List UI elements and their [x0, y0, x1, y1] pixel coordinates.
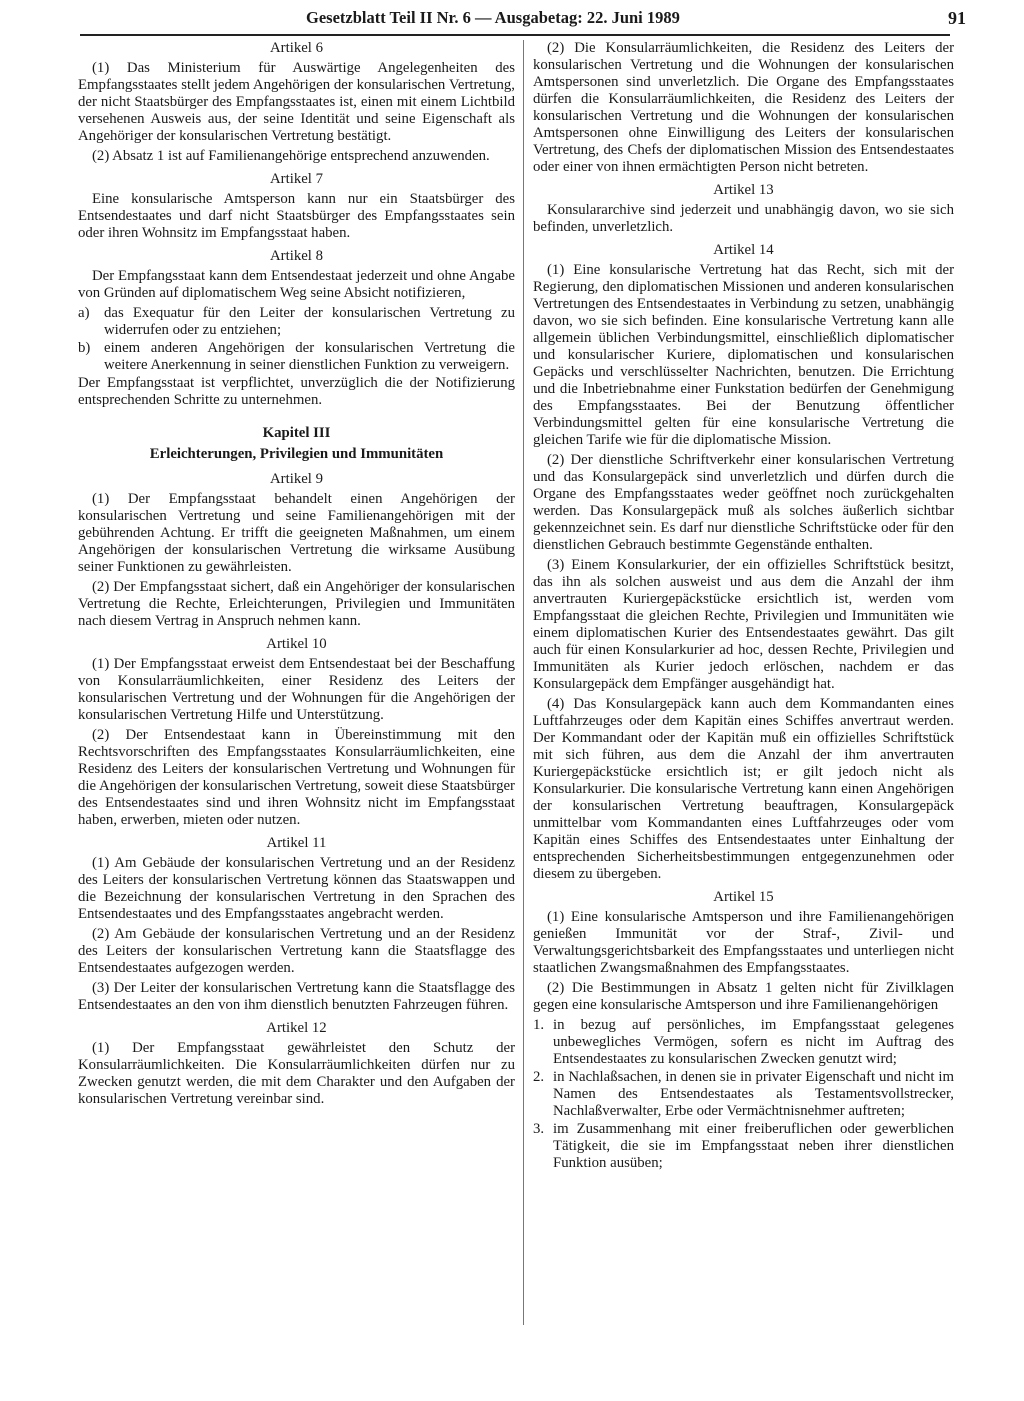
article-11-paragraph-3: (3) Der Leiter der konsularischen Vertretung kann die Staatsflagge des Entsendestaates an den von ihm dienstlich benutzten Fahrzeugen führen.: [78, 980, 515, 1013]
article-9-paragraph-1: (1) Der Empfangsstaat behandelt einen Angehörigen der konsularischen Vertretung und seine Familienangehörigen mit der gebührenden Achtung. Er trifft die geeigneten Maßnahmen, um einem Angehörigen der konsularischen Vertretung die wirksame Ausübung seiner Funktionen zu gewährleisten.: [78, 491, 515, 575]
article-14-heading: Artikel 14: [713, 242, 774, 258]
article-10-paragraph-2: (2) Der Entsendestaat kann in Übereinstimmung mit den Rechtsvorschriften des Empfangsstaates Konsularräumlichkeiten, eine Residenz des Leiters der konsularischen Vertretung und Wohnungen für die Angehörigen der konsularischen Vertretung, soweit diese Staatsbürger des Entsendestaates sind und ihren Wohnsitz nicht im Empfangsstaat haben, erwerben, mieten oder nutzen.: [78, 727, 515, 828]
list-item-text: in Nachlaßsachen, in denen sie in privater Eigenschaft und nicht im Namen des Entsendestaates als Testamentsvollstrecker, Nachlaßverwalter, Erbe oder Vermächtnisnehmer auftreten;: [553, 1069, 954, 1119]
article-12-heading: Artikel 12: [266, 1020, 327, 1036]
article-7-heading: Artikel 7: [269, 171, 323, 187]
list-item-text: das Exequatur für den Leiter der konsularischen Vertretung zu widerrufen oder zu entziehen;: [104, 305, 515, 338]
chapter-title: Kapitel III: [262, 425, 331, 441]
header-rule: [80, 34, 950, 36]
page-number: 91: [948, 8, 966, 28]
article-6-heading: Artikel 6: [269, 40, 323, 56]
list-item: [533, 1121, 954, 1172]
list-item-label: 1.: [533, 1017, 545, 1033]
article-11-paragraph-2: (2) Am Gebäude der konsularischen Vertretung und an der Residenz des Leiters der konsularischen Vertretung kann die Staatsflagge des Entsendestaates aufgezogen werden.: [78, 926, 515, 976]
list-item: [533, 1069, 954, 1120]
list-item: [78, 340, 515, 374]
list-item-text: einem anderen Angehörigen der konsularischen Vertretung die weitere Anerkennung in seiner dienstlichen Funktion zu verweigern.: [104, 340, 515, 373]
chapter-subtitle: Erleichterungen, Privilegien und Immunitäten: [149, 446, 444, 462]
column-divider: [523, 40, 524, 1325]
article-14-paragraph-3: (3) Einem Konsularkurier, der ein offizielles Schriftstück besitzt, das ihn als solchen ausweist und aus dem die Anzahl der ihm anvertrauten Kuriergepäckstücke ersichtlich ist, werden vom Empfangsstaat die gleichen Rechte, Privilegien und Immunitäten wie einem diplomatischen Kurier des Entsendestaates gewährt. Das gilt auch für einen Konsularkurier ad hoc, dessen Rechte, Privilegien und Immunitäten als Kurier jedoch erlöschen, nachdem er das Konsulargepäck dem Empfänger ausgehändigt hat.: [533, 557, 954, 692]
article-14-paragraph-2: (2) Der dienstliche Schriftverkehr einer konsularischen Vertretung und das Konsulargepäck sind unverletzlich und dürfen durch die Organe des Empfangsstaates weder geöffnet noch zurückgehalten werden. Das Konsulargepäck muß als solches äußerlich sichtbar gekennzeichnet sein. Es darf nur dienstliche Schriftstücke oder für den dienstlichen Gebrauch bestimmte Gegenstände enthalten.: [533, 452, 954, 553]
article-8-heading: Artikel 8: [269, 248, 323, 264]
right-column: [533, 40, 954, 1173]
gazette-title: Gesetzblatt Teil II Nr. 6 — Ausgabetag: 22. Juni 1989: [306, 8, 680, 27]
article-15-paragraph-1: (1) Eine konsularische Amtsperson und ihre Familienangehörigen genießen Immunität vor der Straf-, Zivil- und Verwaltungsgerichtsbarkeit des Empfangsstaates und unterliegen nicht staatlichen Zwangsmaßnahmen des Empfangsstaates.: [533, 909, 954, 976]
list-item-label: a): [78, 305, 90, 321]
list-item: [533, 1017, 954, 1068]
article-6-paragraph-2: (2) Absatz 1 ist auf Familienangehörige entsprechend anzuwenden.: [92, 148, 490, 164]
article-7-paragraph-1: Eine konsularische Amtsperson kann nur ein Staatsbürger des Entsendestaates und darf nicht Staatsbürger des Empfangsstaates sein oder ihren Wohnsitz im Empfangsstaat haben.: [78, 191, 515, 241]
article-14-paragraph-4: (4) Das Konsulargepäck kann auch dem Kommandanten eines Luftfahrzeuges oder dem Kapitän eines Schiffes anvertraut werden. Der Kommandant oder der Kapitän muß ein offizielles Schriftstück mit sich führen, aus dem die Anzahl der ihm anvertrauten Kuriergepäckstücke ersichtlich ist; er gilt jedoch nicht als Konsularkurier. Die konsularische Vertretung kann einen Angehörigen der konsularischen Vertretung beauftragen, Konsulargepäck unmittelbar vom Kommandanten eines Luftfahrzeuges oder vom Kapitän eines Schiffes des Entsendestaates unter Einhaltung der entsprechenden Sicherheitsbestimmungen entgegenzunehmen oder diesem zu übergeben.: [533, 696, 954, 882]
page-header: [0, 0, 1024, 40]
article-6-paragraph-1: (1) Das Ministerium für Auswärtige Angelegenheiten des Empfangsstaates stellt jedem Angehörigen der konsularischen Vertretung, der nicht Staatsbürger des Empfangsstaates ist, einen mit einem Lichtbild versehenen Ausweis aus, der seine Identität und seine Eigenschaft als Angehöriger der konsularischen Vertretung bestätigt.: [78, 60, 515, 144]
list-item: [78, 305, 515, 339]
list-item-text: in bezug auf persönliches, im Empfangsstaat gelegenes unbewegliches Vermögen, sofern es nicht im Auftrag des Entsendestaates zu konsularischen Zwecken genutzt wird;: [553, 1017, 954, 1067]
article-8-intro: Der Empfangsstaat kann dem Entsendestaat jederzeit und ohne Angabe von Gründen auf diplomatischem Weg seine Absicht notifizieren,: [78, 268, 515, 301]
list-item-label: 2.: [533, 1069, 545, 1085]
article-9-heading: Artikel 9: [269, 471, 323, 487]
article-10-heading: Artikel 10: [266, 636, 327, 652]
article-11-paragraph-1: (1) Am Gebäude der konsularischen Vertretung und an der Residenz des Leiters der konsularischen Vertretung können das Staatswappen und die Bezeichnung der konsularischen Vertretung in den Sprachen des Entsendestaates und des Empfangsstaates angebracht werden.: [78, 855, 515, 922]
article-14-paragraph-1: (1) Eine konsularische Vertretung hat das Recht, sich mit der Regierung, den diplomatischen Missionen und anderen konsularischen Vertretungen des Entsendestaates in Verbindung zu setzen, unabhängig davon, wo sie sich befinden. Eine konsularische Vertretung kann alle allgemein üblichen Verbindungsmittel, einschließlich diplomatischer und konsularischer Kuriere, diplomatischen und konsularischen Gepäcks und verschlüsselter Nachrichten, benutzen. Die Errichtung und die Inbetriebnahme einer Funkstation bedürfen der Genehmigung des Empfangsstaates. Bei der Benutzung öffentlicher Verbindungsmittel gelten für eine konsularische Vertretung die gleichen Tarife wie für die diplomatische Mission.: [533, 262, 954, 448]
list-item-label: 3.: [533, 1121, 545, 1137]
article-13-heading: Artikel 13: [713, 182, 774, 198]
article-12-paragraph-1: (1) Der Empfangsstaat gewährleistet den Schutz der Konsularräumlichkeiten. Die Konsularräumlichkeiten dürfen nur zu Zwecken genutzt werden, die mit dem Charakter und den Aufgaben der konsularischen Vertretung vereinbar sind.: [78, 1040, 515, 1107]
article-15-heading: Artikel 15: [713, 889, 774, 905]
article-12-paragraph-2: (2) Die Konsularräumlichkeiten, die Residenz des Leiters der konsularischen Vertretung und die Wohnungen der konsularischen Amtspersonen sind unverletzlich. Die Organe des Empfangsstaates dürfen die Konsularräumlichkeiten, die Residenz des Leiters der konsularischen Vertretung und die Wohnungen der konsularischen Amtspersonen ohne Einwilligung des Leiters der konsularischen Vertretung, des Chefs der diplomatischen Mission des Entsendestaates oder einer von ihnen ermächtigten Person nicht betreten.: [533, 40, 954, 175]
left-column: [78, 40, 515, 1111]
article-10-paragraph-1: (1) Der Empfangsstaat erweist dem Entsendestaat bei der Beschaffung von Konsularräumlichkeiten, einer Residenz des Leiters der konsularischen Vertretung und der Wohnungen für die Angehörigen der konsularischen Vertretung Hilfe und Unterstützung.: [78, 656, 515, 723]
article-13-paragraph-1: Konsulararchive sind jederzeit und unabhängig davon, wo sie sich befinden, unverletzlich.: [533, 202, 954, 235]
article-11-heading: Artikel 11: [266, 835, 327, 851]
article-8-outro: Der Empfangsstaat ist verpflichtet, unverzüglich die der Notifizierung entsprechenden Schritte zu unternehmen.: [78, 375, 515, 408]
article-9-paragraph-2: (2) Der Empfangsstaat sichert, daß ein Angehöriger der konsularischen Vertretung die Rechte, Erleichterungen, Privilegien und Immunitäten nach diesem Vertrag in Anspruch nehmen kann.: [78, 579, 515, 629]
list-item-text: im Zusammenhang mit einer freiberuflichen oder gewerblichen Tätigkeit, die sie im Empfangsstaat neben ihrer dienstlichen Funktion ausüben;: [553, 1121, 954, 1171]
article-15-paragraph-2: (2) Die Bestimmungen in Absatz 1 gelten nicht für Zivilklagen gegen eine konsularische Amtsperson und ihre Familienangehörigen: [533, 980, 954, 1013]
list-item-label: b): [78, 340, 91, 356]
